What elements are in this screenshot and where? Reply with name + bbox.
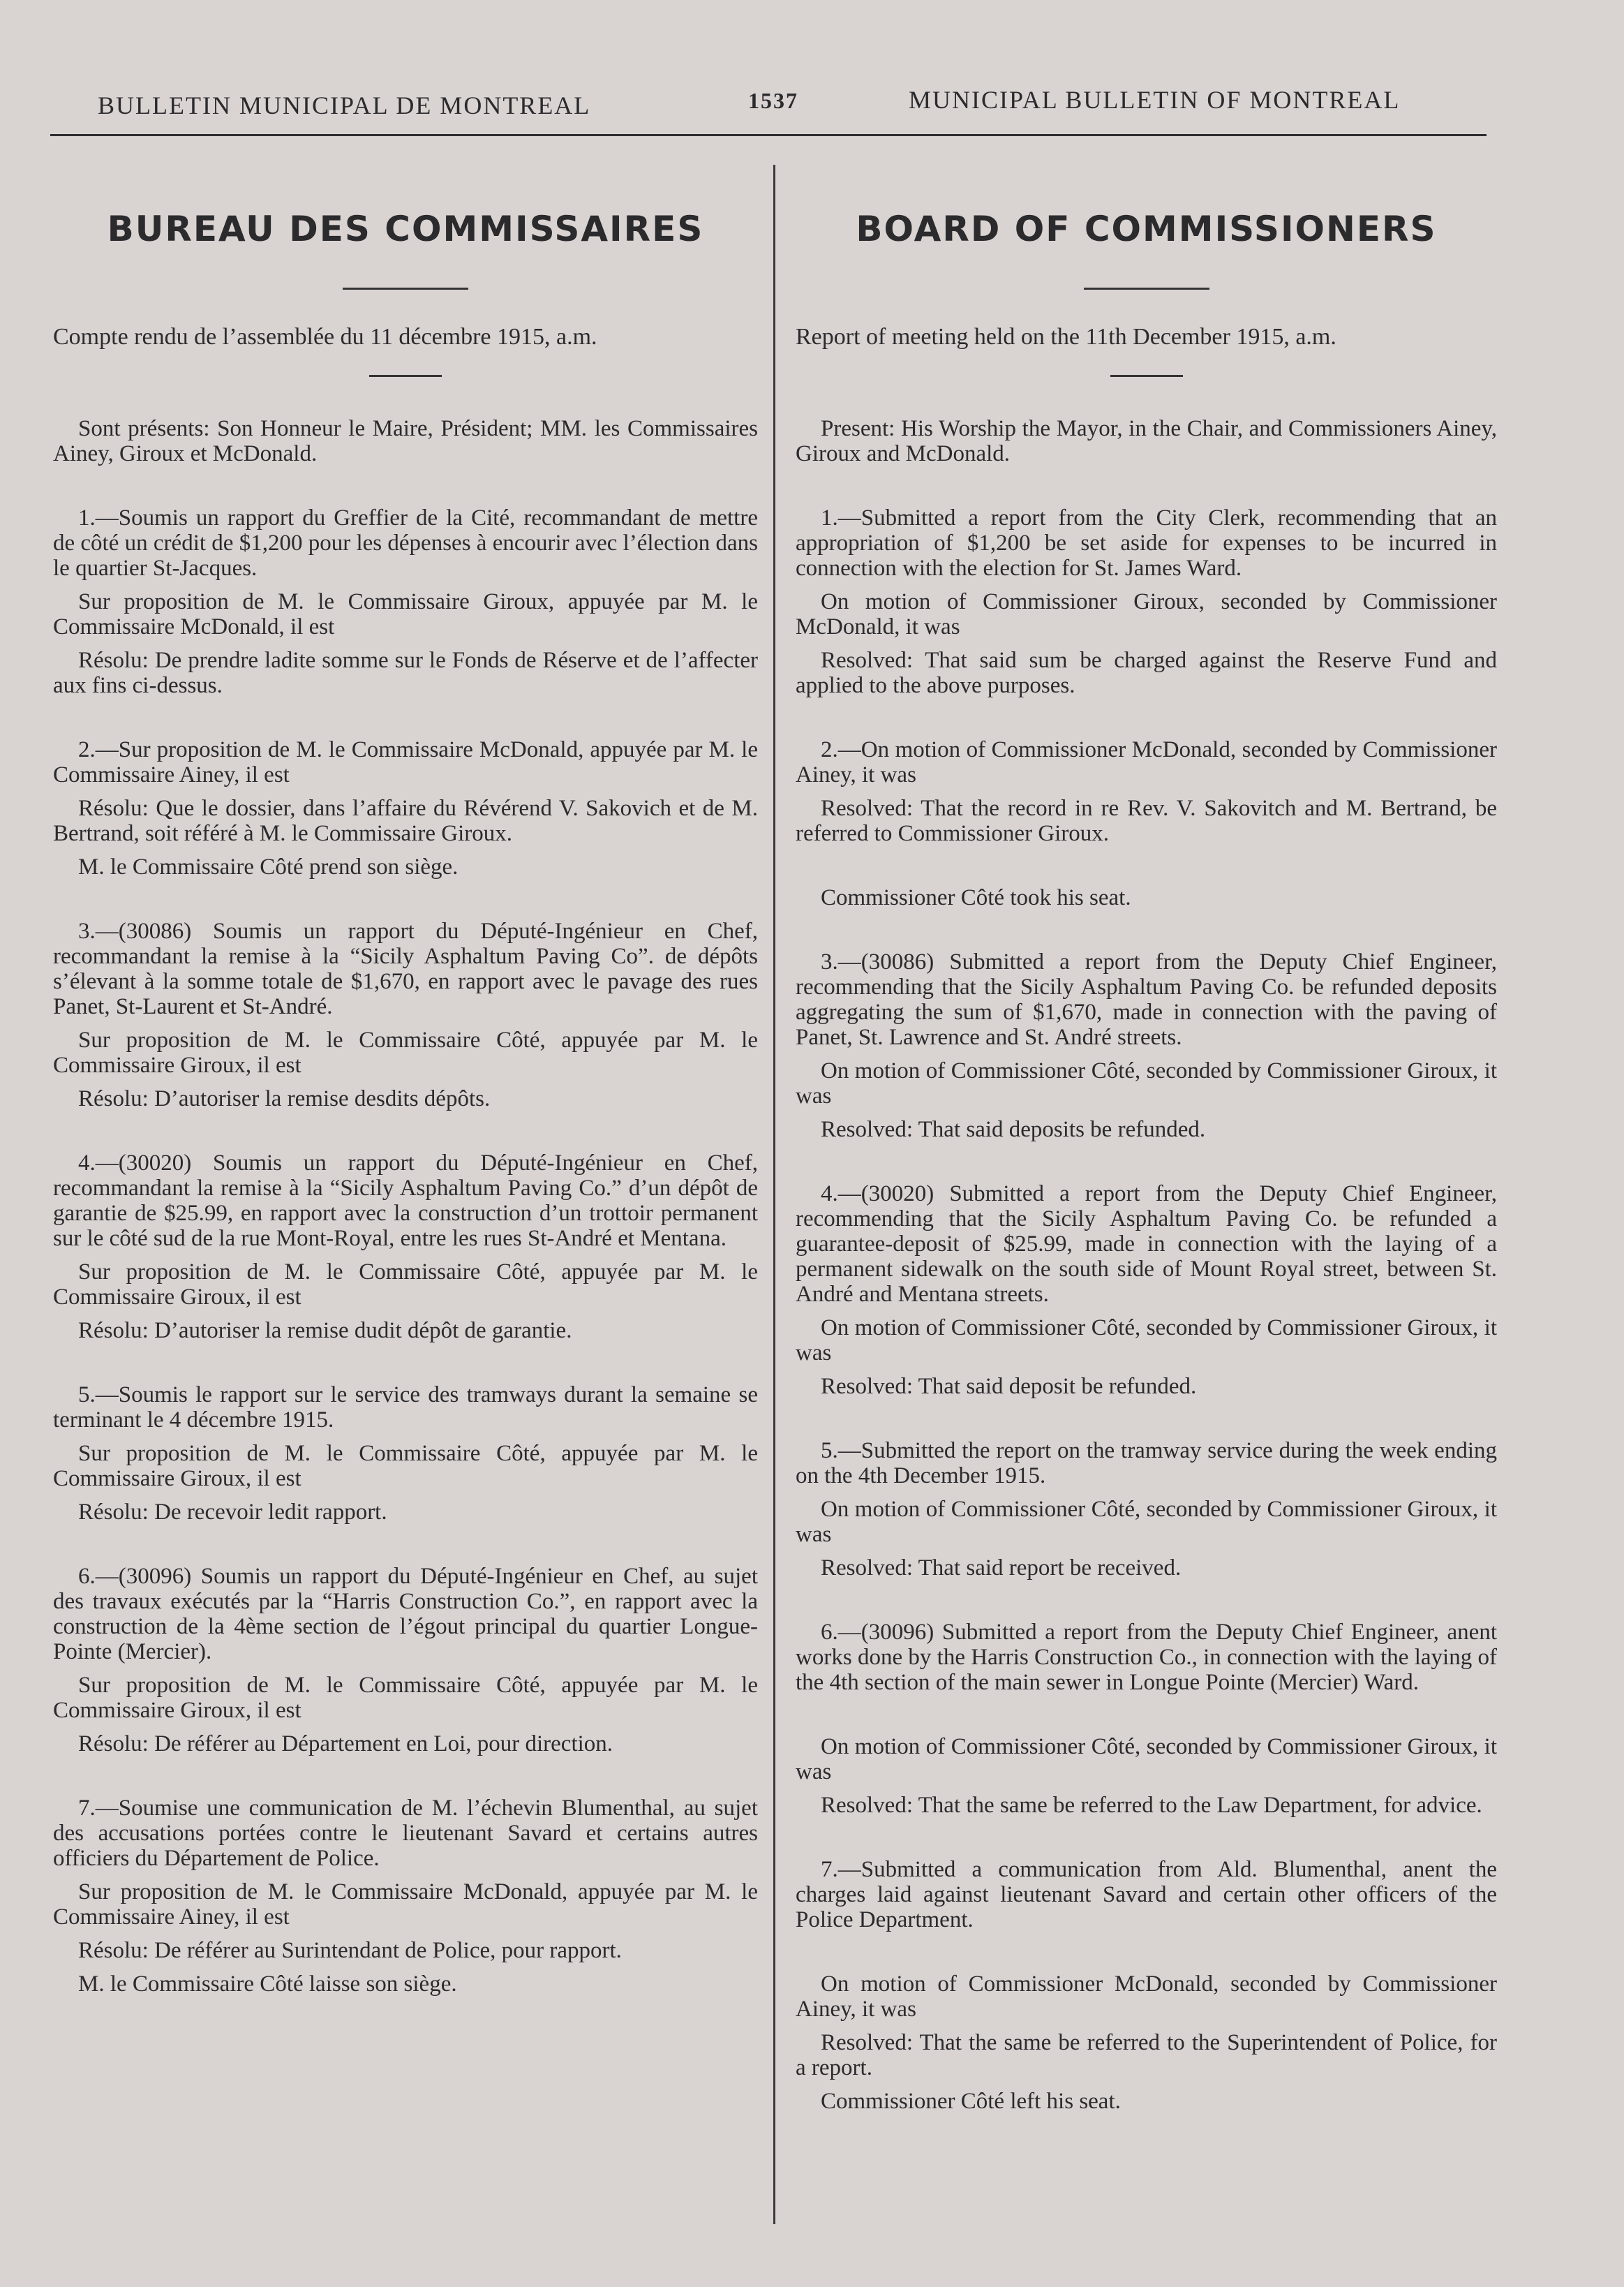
header-rule — [50, 134, 1487, 136]
item-note: M. le Commissaire Côté prend son siège. — [78, 854, 459, 880]
column-divider — [773, 165, 775, 2224]
item-motion: On motion of Commissioner Giroux, seconded by Commissioner McDonald, it was — [796, 589, 1497, 639]
french-column — [53, 195, 758, 1997]
item-motion: On motion of Commissioner Côté, seconded by Commissioner Giroux, it was — [796, 1315, 1497, 1365]
item-resolution: Résolu: De recevoir ledit rapport. — [78, 1500, 387, 1525]
item-motion: On motion of Commissioner McDonald, seconded by Commissioner Ainey, it was — [796, 1971, 1497, 2022]
item-text: 5.—Submitted the report on the tramway service during the week ending on the 4th December 1915. — [796, 1438, 1497, 1488]
item-motion: 2.—Sur proposition de M. le Commissaire McDonald, appuyée par M. le Commissaire Ainey, il est — [53, 737, 758, 787]
english-section-title: BOARD OF COMMISSIONERS — [856, 209, 1437, 249]
item-note: Commissioner Côté left his seat. — [821, 2089, 1121, 2114]
item-resolution: Résolu: De référer au Département en Loi, pour direction. — [78, 1731, 613, 1756]
item-resolution: Resolved: That the same be referred to the Superintendent of Police, for a report. — [796, 2030, 1497, 2080]
meeting-rule — [369, 375, 442, 377]
item-motion: Sur proposition de M. le Commissaire Giroux, appuyée par M. le Commissaire McDonald, il est — [53, 589, 758, 639]
item-note: M. le Commissaire Côté laisse son siège. — [78, 1971, 457, 1997]
item-motion: On motion of Commissioner Côté, seconded by Commissioner Giroux, it was — [796, 1734, 1497, 1784]
item-motion: Sur proposition de M. le Commissaire Côté, appuyée par M. le Commissaire Giroux, il est — [53, 1441, 758, 1491]
meeting-line: Compte rendu de l’assemblée du 11 décembre 1915, a.m. — [53, 324, 597, 350]
item-resolution: Résolu: De référer au Surintendant de Police, pour rapport. — [78, 1938, 622, 1963]
item-motion: On motion of Commissioner Côté, seconded by Commissioner Giroux, it was — [796, 1058, 1497, 1109]
title-rule — [1084, 288, 1209, 290]
item-text: 1.—Soumis un rapport du Greffier de la Cité, recommandant de mettre de côté un crédit de $1,200 pour les dépenses à encourir avec l’élection dans le quartier St-Jacques. — [53, 505, 758, 581]
item-text: 4.—(30020) Soumis un rapport du Député-Ingénieur en Chef, recommandant la remise à la “Sicily Asphaltum Paving Co.” d’un dépôt de garantie de $25.99, en rapport avec la construction d’un trottoir permanent sur le côté sud de la rue Mont-Royal, entre les rues St-André et Mentana. — [53, 1150, 758, 1251]
item-resolution: Resolved: That the record in re Rev. V. Sakovitch and M. Bertrand, be referred to Commissioner Giroux. — [796, 796, 1497, 846]
item-motion: On motion of Commissioner Côté, seconded by Commissioner Giroux, it was — [796, 1497, 1497, 1547]
item-resolution: Résolu: D’autoriser la remise desdits dépôts. — [78, 1086, 491, 1111]
item-text: 6.—(30096) Soumis un rapport du Député-Ingénieur en Chef, au sujet des travaux exécutés par la “Harris Construction Co.”, en rapport avec la construction de la 4ème section de l’égout principal du quartier Longue-Pointe (Mercier). — [53, 1564, 758, 1664]
item-text: 4.—(30020) Submitted a report from the Deputy Chief Engineer, recommending that the Sicily Asphaltum Paving Co. be refunded a guarantee-deposit of $25.99, made in connection with the laying of a permanent sidewalk on the south side of Mount Royal street, between St. André and Mentana streets. — [796, 1181, 1497, 1307]
header-title-english: MUNICIPAL BULLETIN OF MONTREAL — [909, 86, 1401, 114]
item-motion: Sur proposition de M. le Commissaire McDonald, appuyée par M. le Commissaire Ainey, il est — [53, 1879, 758, 1930]
item-text: 3.—(30086) Soumis un rapport du Député-Ingénieur en Chef, recommandant la remise à la “Sicily Asphaltum Paving Co”. de dépôts s’élevant à la somme totale de $1,670, en rapport avec le pavage des rues Panet, St-Laurent et St-André. — [53, 919, 758, 1019]
header-title-french: BULLETIN MUNICIPAL DE MONTREAL — [98, 91, 591, 119]
item-resolution: Résolu: Que le dossier, dans l’affaire du Révérend V. Sakovich et de M. Bertrand, soit référé à M. le Commissaire Giroux. — [53, 796, 758, 846]
item-text: 7.—Submitted a communication from Ald. Blumenthal, anent the charges laid against lieutenant Savard and certain other officers of the Police Department. — [796, 1857, 1497, 1932]
item-text: 1.—Submitted a report from the City Clerk, recommending that an appropriation of $1,200 be set aside for expenses to be incurred in connection with the election for St. James Ward. — [796, 505, 1497, 581]
french-section-title: BUREAU DES COMMISSAIRES — [107, 209, 704, 249]
item-resolution: Résolu: De prendre ladite somme sur le Fonds de Réserve et de l’affecter aux fins ci-dessus. — [53, 648, 758, 698]
item-text: 5.—Soumis le rapport sur le service des tramways durant la semaine se terminant le 4 décembre 1915. — [53, 1382, 758, 1433]
running-header — [0, 84, 1624, 119]
item-resolution: Résolu: D’autoriser la remise dudit dépôt de garantie. — [78, 1318, 572, 1343]
attendance-paragraph: Present: His Worship the Mayor, in the Chair, and Commissioners Ainey, Giroux and McDonald. — [796, 416, 1497, 466]
item-text: 6.—(30096) Submitted a report from the Deputy Chief Engineer, anent works done by the Harris Construction Co., in connection with the laying of the 4th section of the main sewer in Longue Pointe (Mercier) Ward. — [796, 1620, 1497, 1695]
item-text: 3.—(30086) Submitted a report from the Deputy Chief Engineer, recommending that the Sicily Asphaltum Paving Co. be refunded deposits aggregating the sum of $1,670, made in connection with the paving of Panet, St. Lawrence and St. André streets. — [796, 949, 1497, 1050]
item-motion: Sur proposition de M. le Commissaire Côté, appuyée par M. le Commissaire Giroux, il est — [53, 1673, 758, 1723]
item-resolution: Resolved: That said report be received. — [821, 1555, 1182, 1581]
item-motion: Sur proposition de M. le Commissaire Côté, appuyée par M. le Commissaire Giroux, il est — [53, 1259, 758, 1310]
item-text: 7.—Soumise une communication de M. l’échevin Blumenthal, au sujet des accusations portées contre le lieutenant Savard et certains autres officiers du Département de Police. — [53, 1796, 758, 1871]
title-rule — [343, 288, 468, 290]
attendance-paragraph: Sont présents: Son Honneur le Maire, Président; MM. les Commissaires Ainey, Giroux et McDonald. — [53, 416, 758, 466]
page-number: 1537 — [748, 88, 798, 113]
item-resolution: Resolved: That said deposit be refunded. — [821, 1374, 1197, 1399]
item-resolution: Resolved: That said deposits be refunded. — [821, 1117, 1206, 1142]
item-motion: 2.—On motion of Commissioner McDonald, seconded by Commissioner Ainey, it was — [796, 737, 1497, 787]
item-resolution: Resolved: That said sum be charged against the Reserve Fund and applied to the above purposes. — [796, 648, 1497, 698]
item-note: Commissioner Côté took his seat. — [821, 885, 1131, 910]
meeting-line: Report of meeting held on the 11th December 1915, a.m. — [796, 324, 1336, 350]
item-motion: Sur proposition de M. le Commissaire Côté, appuyée par M. le Commissaire Giroux, il est — [53, 1028, 758, 1078]
meeting-rule — [1110, 375, 1183, 377]
english-column — [796, 195, 1497, 2114]
item-resolution: Resolved: That the same be referred to the Law Department, for advice. — [821, 1793, 1482, 1818]
